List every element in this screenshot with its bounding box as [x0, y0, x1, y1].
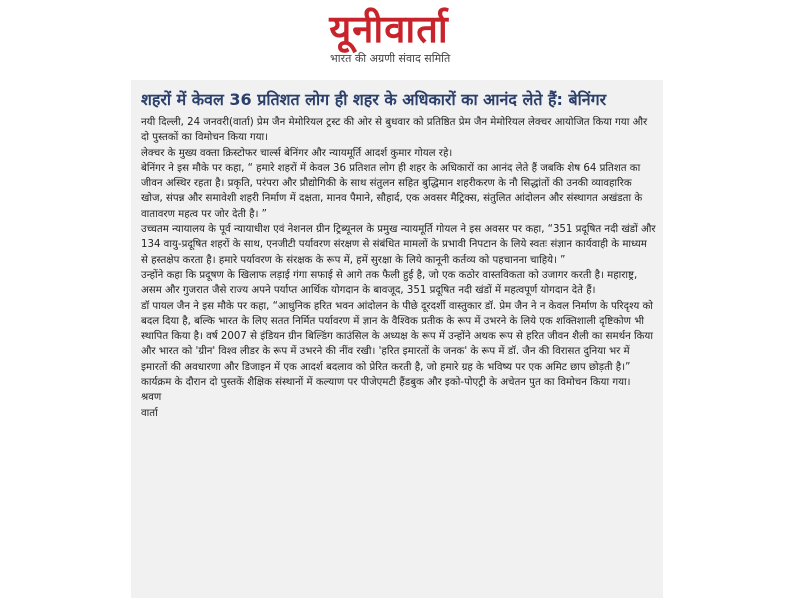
article-headline: शहरों में केवल 36 प्रतिशत लोग ही शहर के अधिकारों का आनंद लेते हैं: बेनिंगर: [141, 90, 607, 109]
article-paragraph: लेक्चर के मुख्य वक्ता क्रिस्टोफर चार्ल्स बेनिंगर और न्यायमूर्ति आदर्श कुमार गोयल रहे।: [141, 147, 453, 159]
article-paragraph: नयी दिल्ली, 24 जनवरी(वार्ता) प्रेम जैन मेमोरियल ट्रस्ट की ओर से बुधवार को प्रतिष्ठित प्रेम जैन मेमोरियल लेक्चर आयोजित किया गया और दो पुस्तकों का विमोचन किया गया।: [141, 117, 648, 144]
article-paragraph: कार्यक्रम के दौरान दो पुस्तकें शैक्षिक संस्थानों में कल्याण पर पीजेएमटी हैंडबुक और इको-पोएट्री के अचेतन पुत का विमोचन किया गया।: [141, 377, 631, 389]
reporter-name: श्रवण: [141, 392, 162, 404]
logo-tagline: भारत की अग्रणी संवाद समिति: [330, 52, 451, 65]
article-paragraph: बेनिंगर ने इस मौके पर कहा, “ हमारे शहरों में केवल 36 प्रतिशत लोग ही शहर के अधिकारों का आनंद लेते हैं जबकि शेष 64 प्रतिशत का जीवन अस्थिर रहता है। प्रकृति, परंपरा और प्रौद्योगिकी के साथ संतुलन सहित बुद्धिमान शहरीकरण के नौ सिद्धांतों की उनकी व्यावहारिक खोज, संपन्न और समावेशी शहरी निर्माण में दक्षता, मानव पैमाने, सौहार्द, एक अवसर मैट्रिक्स, संतुलित आंदोलन और संस्थागत अखंडता के वातावरण महत्व पर जोर देती है। ”: [141, 162, 643, 220]
article-panel: [131, 80, 663, 598]
article-paragraph: उच्चतम न्यायालय के पूर्व न्यायाधीश एवं नेशनल ग्रीन ट्रिब्यूनल के प्रमुख न्यायमूर्ति गोयल ने इस अवसर पर कहा, “351 प्रदूषित नदी खंडों और 134 वायु-प्रदूषित शहरों के साथ, एनजीटी पर्यावरण संरक्षण से संबंधित मामलों के प्रभावी निपटान के लिये स्वतः संज्ञान कार्यवाही के माध्यम से हस्तक्षेप करता है। हमारे पर्यावरण के संरक्षक के रूप में, हमें सुरक्षा के लिये कानूनी कर्तव्य को पहचानना चाहिये। ”: [141, 224, 656, 266]
article-paragraph: उन्होंने कहा कि प्रदूषण के खिलाफ लड़ाई गंगा सफाई से आगे तक फैली हुई है, जो एक कठोर वास्तविकता को उजागर करती है। महाराष्ट्र, असम और गुजरात जैसे राज्य अपने पर्याप्त आर्थिक योगदान के बावजूद, 351 प्रदूषित नदी खंडों में महत्वपूर्ण योगदान देते हैं।: [141, 269, 638, 297]
agency-signature: वार्ता: [141, 407, 158, 419]
masthead-logo: [278, 6, 500, 82]
logo-title: यूनीवार्ता: [329, 7, 449, 51]
article-paragraph: डॉ पायल जैन ने इस मौके पर कहा, “आधुनिक हरित भवन आंदोलन के पीछे दूरदर्शी वास्तुकार डॉ. प्रेम जैन ने न केवल निर्माण के परिदृश्य को बदल दिया है, बल्कि भारत के लिए सतत निर्मित पर्यावरण में ज्ञान के वैश्विक प्रतीक के रूप में उभरने के लिये एक शक्तिशाली दृष्टिकोण भी स्थापित किया है। वर्ष 2007 से इंडियन ग्रीन बिल्डिंग काउंसिल के अध्यक्ष के रूप में उन्होंने अथक रूप से हरित जीवन शैली का समर्थन किया और भारत को 'ग्रीन' विश्व लीडर के रूप में उभरने की नींव रखी। 'हरित इमारतों के जनक' के रूप में डॉ. जैन की विरासत दुनिया भर में इमारतों की अवधारणा और डिजाइन में एक आदर्श बदलाव को प्रेरित करती है, जो हमारे ग्रह के भविष्य पर एक अमिट छाप छोड़ती है।”: [141, 300, 653, 373]
